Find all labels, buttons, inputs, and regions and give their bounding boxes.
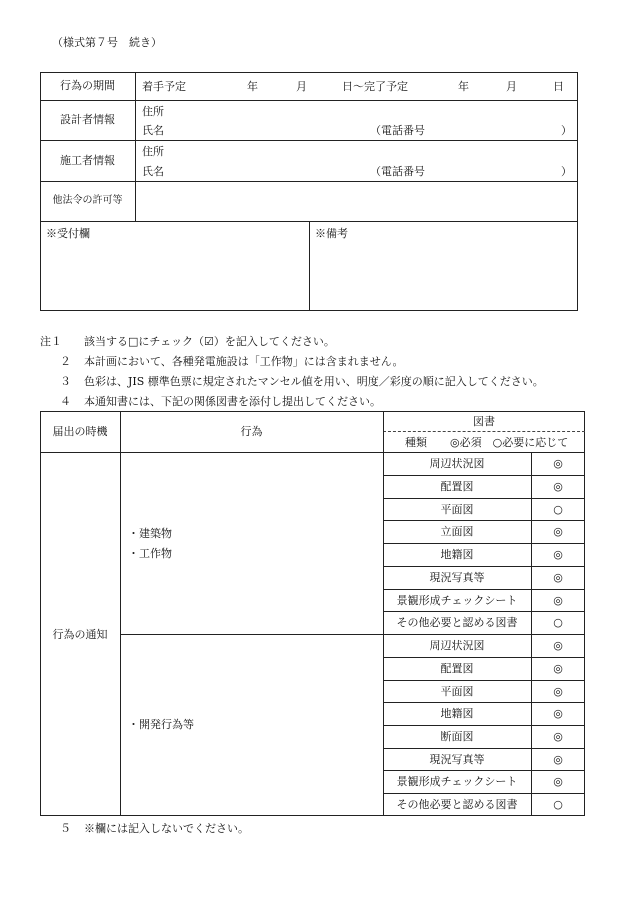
doc-mark: ◎ [553,707,563,721]
builder-address-label: 住所 [142,145,164,158]
timing-header: 届出の時機 [52,424,108,438]
reception-field-label: ※受付欄 [46,227,90,240]
doc-mark: ◎ [553,639,563,653]
designer-phone-close: ） [561,124,572,137]
start-planned-label: 着手予定 [142,80,186,93]
note-number: ５ [60,822,71,835]
end-year-label: 年 [458,80,469,93]
designer-name-label: 氏名 [142,124,164,137]
doc-name: 断面図 [440,730,474,744]
end-month-label: 月 [506,80,517,93]
doc-name: 周辺状況図 [429,457,485,471]
required-legend: ◎必須 ○必要に応じて [450,436,569,449]
note-number: ３ [60,375,71,388]
note-text: 本通知書には、下記の関係図書を添付し提出してください。 [84,395,381,408]
doc-name: 現況写真等 [429,571,485,585]
builder-phone-label: （電話番号 [370,165,425,178]
doc-mark: ◎ [553,480,563,494]
start-year-label: 年 [247,80,258,93]
remarks-field-label: ※備考 [315,227,348,240]
doc-mark: ◎ [553,593,563,607]
doc-name: 現況写真等 [429,752,485,766]
action-header: 行為 [240,424,263,438]
divider [120,411,121,816]
note-text: 該当する□にチェック（☑）を記入してください。 [84,335,335,348]
doc-mark: ◎ [553,548,563,562]
note-number: ４ [60,395,71,408]
doc-mark: ◎ [553,662,563,676]
doc-mark: ◎ [553,457,563,471]
doc-name: その他必要と認める図書 [396,798,518,812]
end-day-label: 日 [553,80,564,93]
doc-mark: ○ [553,798,563,812]
designer-address-label: 住所 [142,105,164,118]
doc-mark: ◎ [553,730,563,744]
doc-name: 周辺状況図 [429,639,485,653]
other-permits-label: 他法令の許可等 [52,195,123,206]
period-label: 行為の期間 [60,79,115,93]
completion-planned-label: 日～完了予定 [342,80,408,93]
doc-name: 地籍図 [440,548,474,562]
note-number: ２ [60,355,71,368]
doc-mark: ○ [553,616,563,630]
doc-mark: ◎ [553,571,563,585]
divider [135,72,136,221]
note-text: 色彩は、JIS 標準色票に規定されたマンセル値を用い、明度／彩度の順に記入してください。 [84,375,544,388]
action-structure: ・工作物 [128,547,172,560]
action-building: ・建築物 [128,527,172,540]
builder-info-label: 施工者情報 [60,153,115,167]
designer-info-label: 設計者情報 [60,113,115,127]
doc-name: 配置図 [440,480,474,494]
dashed-divider [383,431,585,432]
divider [309,221,310,311]
doc-name: 地籍図 [440,707,474,721]
doc-name: 立面図 [440,525,474,539]
doc-name: その他必要と認める図書 [396,616,518,630]
doc-name: 平面図 [440,684,474,698]
note-text: 本計画において、各種発電施設は「工作物」には含まれません。 [84,355,404,368]
doc-mark: ◎ [553,525,563,539]
doc-mark: ◎ [553,684,563,698]
doc-mark: ○ [553,502,563,516]
doc-mark: ◎ [553,752,563,766]
designer-phone-label: （電話番号 [370,124,425,137]
type-header: 種類 [405,436,427,449]
builder-name-label: 氏名 [142,165,164,178]
note-text: ※欄には記入しないでください。 [84,822,249,835]
timing-notification: 行為の通知 [52,627,108,641]
form-number-label: （様式第７号 続き） [52,36,162,49]
doc-name: 景観形成チェックシート [396,593,518,607]
doc-name: 景観形成チェックシート [396,775,518,789]
doc-name: 平面図 [440,502,474,516]
action-development: ・開発行為等 [128,718,194,731]
builder-phone-close: ） [561,165,572,178]
doc-name: 配置図 [440,662,474,676]
note-number: 注１ [40,335,62,348]
doc-mark: ◎ [553,775,563,789]
documents-header: 図書 [473,414,495,428]
start-month-label: 月 [296,80,307,93]
